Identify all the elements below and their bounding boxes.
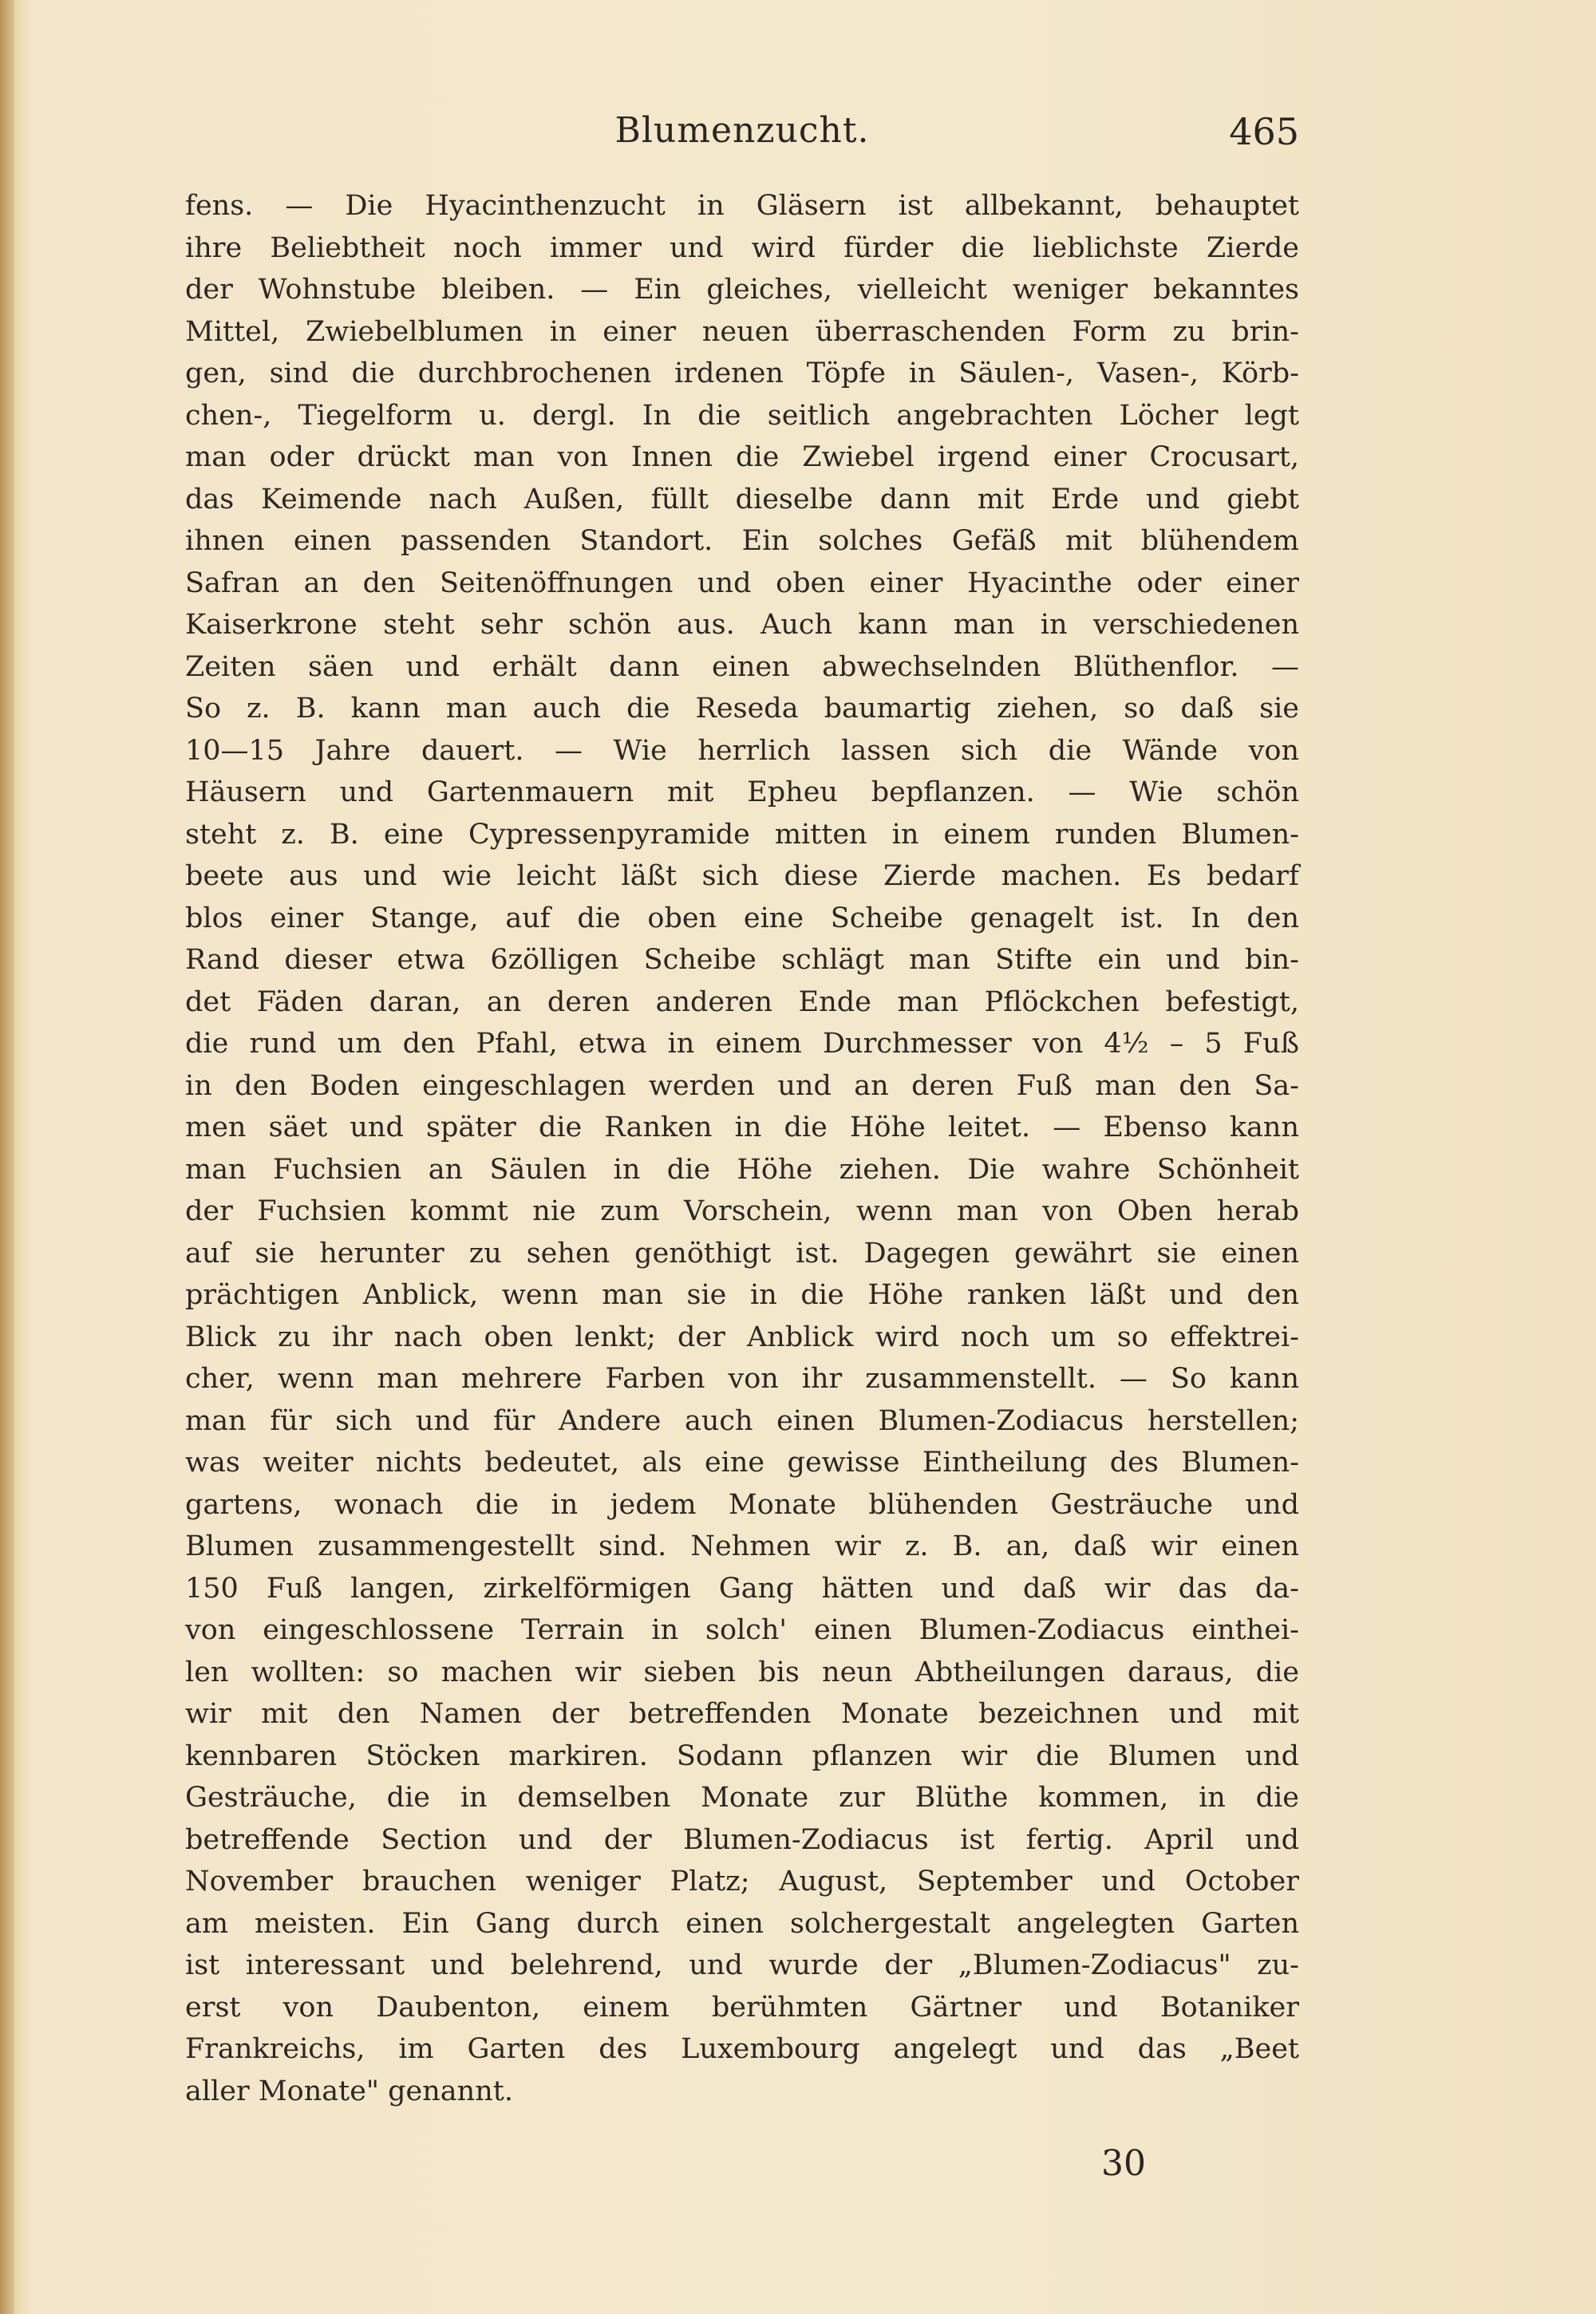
text-line: Blick zu ihr nach oben lenkt; der Anblick wird noch um so effektrei- <box>185 1321 1299 1353</box>
text-line: kennbaren Stöcken markiren. Sodann pflanzen wir die Blumen und <box>185 1739 1299 1772</box>
text-line: das Keimende nach Außen, füllt dieselbe dann mit Erde und giebt <box>185 483 1299 515</box>
text-line: Rand dieser etwa 6zölligen Scheibe schlägt man Stifte ein und bin- <box>185 944 1299 976</box>
text-line: auf sie herunter zu sehen genöthigt ist. Dagegen gewährt sie einen <box>185 1237 1299 1270</box>
text-line: blos einer Stange, auf die oben eine Scheibe genagelt ist. In den <box>185 902 1299 934</box>
text-line: erst von Daubenton, einem berühmten Gärtner und Botaniker <box>185 1991 1299 2024</box>
running-head: Blumenzucht. <box>614 110 870 151</box>
body-text <box>185 185 1299 2112</box>
text-line: der Fuchsien kommt nie zum Vorschein, wenn man von Oben herab <box>185 1195 1299 1227</box>
signature-mark: 30 <box>1101 2143 1146 2184</box>
text-line: ihre Beliebtheit noch immer und wird fürder die lieblichste Zierde <box>185 231 1299 264</box>
page-gutter <box>0 0 14 2314</box>
text-line: was weiter nichts bedeutet, als eine gewisse Eintheilung des Blumen- <box>185 1447 1299 1479</box>
text-line: Kaiserkrone steht sehr schön aus. Auch kann man in verschiedenen <box>185 609 1299 641</box>
text-line: Safran an den Seitenöffnungen und oben einer Hyacinthe oder einer <box>185 567 1299 599</box>
text-line: der Wohnstube bleiben. — Ein gleiches, vielleicht weniger bekanntes <box>185 274 1299 306</box>
text-line: men säet und später die Ranken in die Höhe leitet. — Ebenso kann <box>185 1112 1299 1143</box>
page-number: 465 <box>1229 110 1299 153</box>
text-line: man Fuchsien an Säulen in die Höhe ziehen. Die wahre Schönheit <box>185 1153 1299 1186</box>
text-line: Mittel, Zwiebelblumen in einer neuen überraschenden Form zu brin- <box>185 315 1299 348</box>
text-line: wir mit den Namen der betreffenden Monate bezeichnen und mit <box>185 1698 1299 1730</box>
text-line: man für sich und für Andere auch einen Blumen-Zodiacus herstellen; <box>185 1404 1299 1437</box>
text-line: Zeiten säen und erhält dann einen abwechselnden Blüthenflor. — <box>185 650 1299 683</box>
text-line: fens. — Die Hyacinthenzucht in Gläsern ist allbekannt, behauptet <box>185 190 1299 222</box>
text-line: die rund um den Pfahl, etwa in einem Durchmesser von 4½ – 5 Fuß <box>185 1028 1299 1060</box>
text-line: So z. B. kann man auch die Reseda baumartig ziehen, so daß sie <box>185 693 1299 725</box>
page-header <box>185 110 1299 158</box>
text-line: am meisten. Ein Gang durch einen solchergestalt angelegten Garten <box>185 1907 1299 1940</box>
text-line: gartens, wonach die in jedem Monate blühenden Gesträuche und <box>185 1488 1299 1521</box>
text-line: betreffende Section und der Blumen-Zodiacus ist fertig. April und <box>185 1823 1299 1856</box>
text-line: Frankreichs, im Garten des Luxembourg angelegt und das „Beet <box>185 2033 1299 2065</box>
text-line: man oder drückt man von Innen die Zwiebel irgend einer Crocusart, <box>185 441 1299 473</box>
text-line: November brauchen weniger Platz; August, September und October <box>185 1866 1299 1897</box>
text-line: chen-, Tiegelform u. dergl. In die seitlich angebrachten Löcher legt <box>185 399 1299 432</box>
text-line: prächtigen Anblick, wenn man sie in die Höhe ranken läßt und den <box>185 1279 1299 1311</box>
text-line: Blumen zusammengestellt sind. Nehmen wir z. B. an, daß wir einen <box>185 1530 1299 1562</box>
text-line: gen, sind die durchbrochenen irdenen Töpfe in Säulen-, Vasen-, Körb- <box>185 357 1299 389</box>
text-line: ihnen einen passenden Standort. Ein solches Gefäß mit blühendem <box>185 525 1299 557</box>
text-line: det Fäden daran, an deren anderen Ende man Pflöckchen befestigt, <box>185 985 1299 1018</box>
text-line: len wollten: so machen wir sieben bis neun Abtheilungen daraus, die <box>185 1656 1299 1688</box>
text-line: steht z. B. eine Cypressenpyramide mitten in einem runden Blumen- <box>185 818 1299 851</box>
text-line: in den Boden eingeschlagen werden und an deren Fuß man den Sa- <box>185 1069 1299 1102</box>
text-line: aller Monate" genannt. <box>185 2075 513 2107</box>
text-line: cher, wenn man mehrere Farben von ihr zusammenstellt. — So kann <box>185 1363 1299 1395</box>
text-line: 10—15 Jahre dauert. — Wie herrlich lassen sich die Wände von <box>185 734 1299 767</box>
text-line: ist interessant und belehrend, und wurde der „Blumen-Zodiacus" zu- <box>185 1949 1299 1981</box>
text-line: Häusern und Gartenmauern mit Epheu bepflanzen. — Wie schön <box>185 776 1299 808</box>
text-line: Gesträuche, die in demselben Monate zur Blüthe kommen, in die <box>185 1782 1299 1814</box>
text-line: 150 Fuß langen, zirkelförmigen Gang hätten und daß wir das da- <box>185 1572 1299 1605</box>
text-line: beete aus und wie leicht läßt sich diese Zierde machen. Es bedarf <box>185 860 1299 892</box>
text-line: von eingeschlossene Terrain in solch' einen Blumen-Zodiacus einthei- <box>185 1614 1299 1646</box>
